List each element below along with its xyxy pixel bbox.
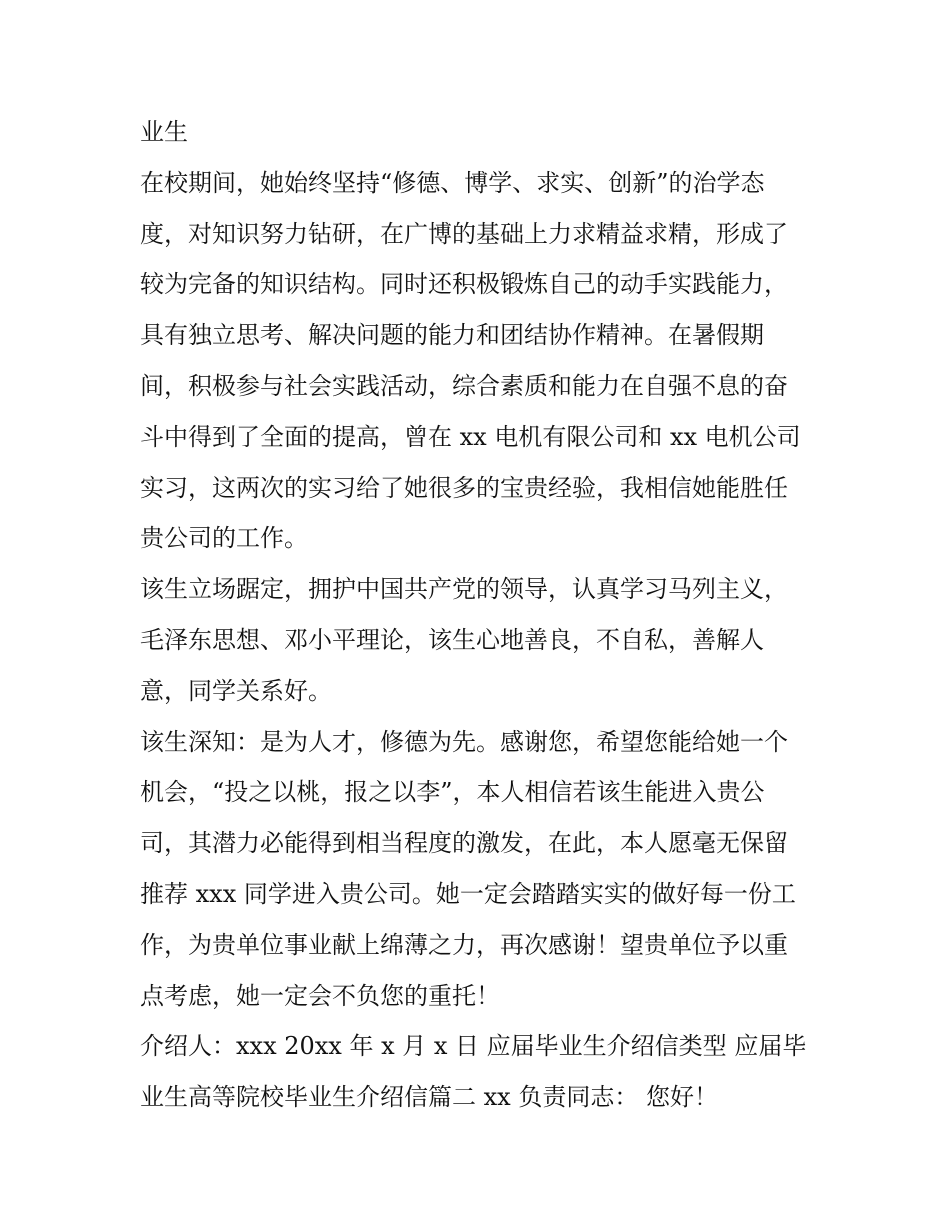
- text-line: 较为完备的知识结构。同时还积极锻炼自己的动手实践能力，: [140, 270, 788, 299]
- text-line: 实习，这两次的实习给了她很多的宝贵经验，我相信她能胜任: [140, 473, 788, 502]
- text-line: 斗中得到了全面的提高，曾在 xx 电机有限公司和 xx 电机公司: [140, 422, 801, 451]
- text-line: 意，同学关系好。: [140, 676, 332, 705]
- text-line: 作，为贵单位事业献上绵薄之力，再次感谢！望贵单位予以重: [140, 930, 788, 959]
- letter-body: [140, 107, 830, 1123]
- text-line: 机会，“投之以桃，报之以李”，本人相信若该生能进入贵公: [140, 778, 765, 807]
- text-line: 业生高等院校毕业生介绍信篇二 xx 负责同志： 您好！: [140, 1083, 718, 1112]
- text-line: 毛泽东思想、邓小平理论，该生心地善良，不自私，善解人: [140, 625, 764, 654]
- text-line: 度，对知识努力钻研，在广博的基础上力求精益求精，形成了: [140, 219, 788, 248]
- text-line: 点考虑，她一定会不负您的重托！: [140, 981, 500, 1010]
- text-line: 间，积极参与社会实践活动，综合素质和能力在自强不息的奋: [140, 371, 788, 400]
- text-line: 贵公司的工作。: [140, 524, 308, 553]
- text-line: 在校期间，她始终坚持“修德、博学、求实、创新”的治学态: [140, 168, 765, 197]
- text-line: 该生深知：是为人才，修德为先。感谢您，希望您能给她一个: [140, 727, 788, 756]
- text-line: 推荐 xxx 同学进入贵公司。她一定会踏踏实实的做好每一份工: [140, 879, 796, 908]
- text-line: 业生: [140, 118, 188, 146]
- text-line: 司，其潜力必能得到相当程度的激发，在此，本人愿毫无保留: [140, 829, 788, 858]
- text-line: 该生立场踞定，拥护中国共产党的领导，认真学习马列主义，: [140, 575, 788, 604]
- text-line: 具有独立思考、解决问题的能力和团结协作精神。在暑假期: [140, 321, 764, 350]
- text-line: 介绍人：xxx 20xx 年 x 月 x 日 应届毕业生介绍信类型 应届毕: [140, 1032, 807, 1061]
